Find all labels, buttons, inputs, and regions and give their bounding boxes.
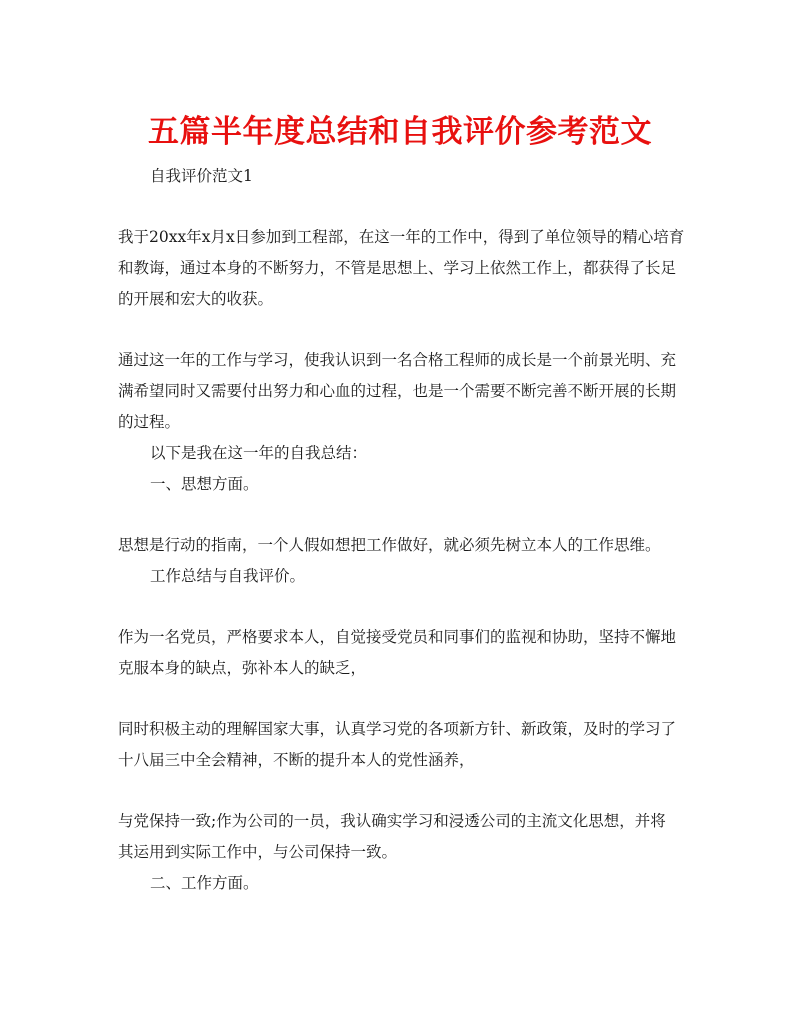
sub-heading-1: 工作总结与自我评价。 xyxy=(150,567,306,585)
paragraph-2-line-1: 通过这一年的工作与学习，使我认识到一名合格工程师的成长是一个前景光明、充 xyxy=(118,351,677,369)
paragraph-1-line-1: 我于20xx年x月x日参加到工程部，在这一年的工作中，得到了单位领导的精心培育 xyxy=(118,228,685,246)
paragraph-6-line-2: 其运用到实际工作中，与公司保持一致。 xyxy=(118,843,398,861)
paragraph-2-line-3: 的过程。 xyxy=(118,413,181,431)
paragraph-5-line-2: 十八届三中全会精神，不断的提升本人的党性涵养， xyxy=(118,751,475,769)
paragraph-3-line-1: 思想是行动的指南，一个人假如想把工作做好，就必须先树立本人的工作思维。 xyxy=(118,536,661,554)
intro-line: 以下是我在这一年的自我总结： xyxy=(150,444,368,462)
paragraph-5-line-1: 同时积极主动的理解国家大事，认真学习党的各项新方针、新政策，及时的学习了 xyxy=(118,720,677,738)
paragraph-6-line-1: 与党保持一致;作为公司的一员，我认确实学习和浸透公司的主流文化思想，并将 xyxy=(118,812,666,830)
paragraph-1-line-2: 和教诲，通过本身的不断努力，不管是思想上、学习上依然工作上，都获得了长足 xyxy=(118,259,677,277)
paragraph-2-line-2: 满希望同时又需要付出努力和心血的过程，也是一个需要不断完善不断开展的长期 xyxy=(118,382,677,400)
section-1-heading: 一、思想方面。 xyxy=(150,475,259,493)
paragraph-4-line-1: 作为一名党员，严格要求本人，自觉接受党员和同事们的监视和协助，坚持不懈地 xyxy=(118,628,677,646)
paragraph-1-line-3: 的开展和宏大的收获。 xyxy=(118,290,274,308)
document-title: 五篇半年度总结和自我评价参考范文 xyxy=(148,114,652,150)
section-2-heading: 二、工作方面。 xyxy=(150,874,259,892)
heading-sample-1: 自我评价范文1 xyxy=(150,167,253,185)
paragraph-4-line-2: 克服本身的缺点，弥补本人的缺乏， xyxy=(118,659,367,677)
